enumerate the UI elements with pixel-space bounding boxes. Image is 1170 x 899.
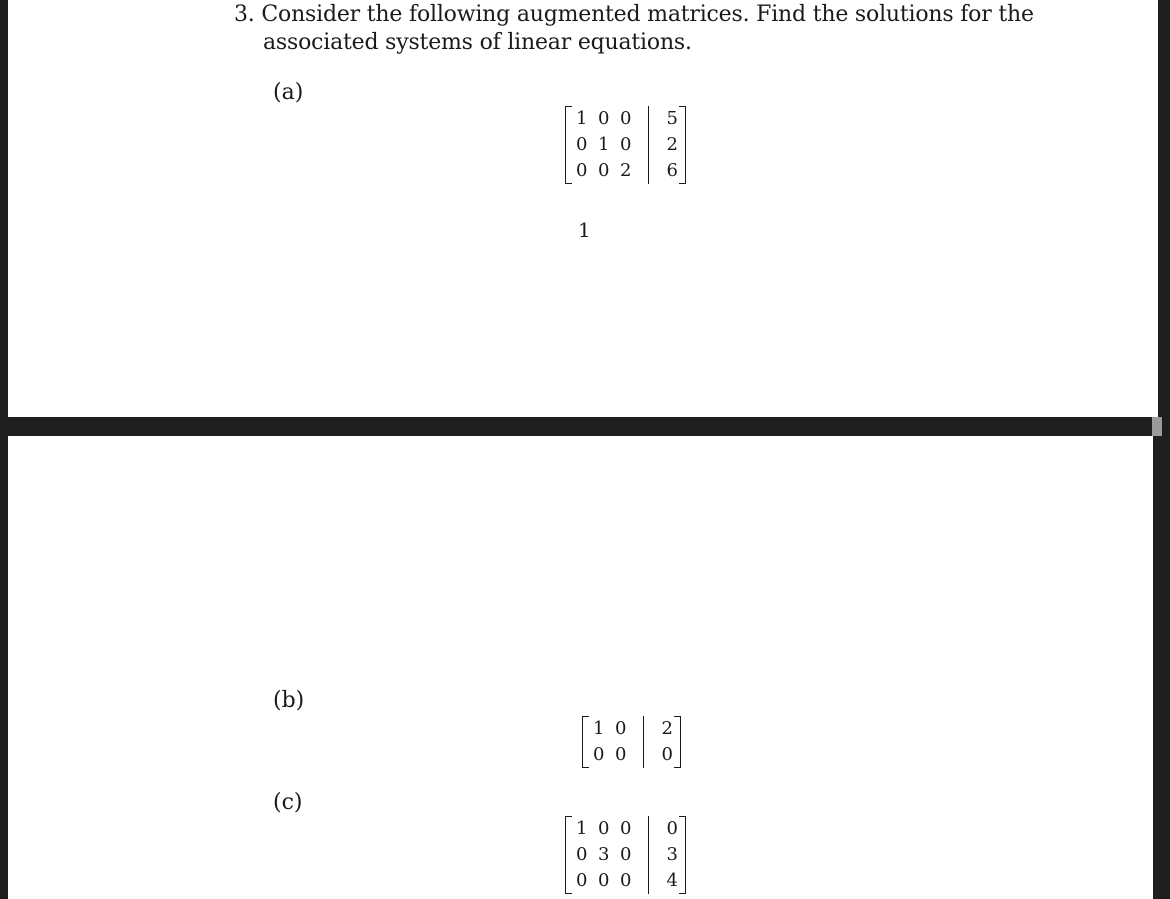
matrix-entry: 0 xyxy=(615,718,627,739)
matrix-entry: 0 xyxy=(598,108,610,129)
part-b-label: (b) xyxy=(273,688,305,713)
document-page-bottom xyxy=(8,436,1153,899)
matrix-entry: 0 xyxy=(576,870,588,891)
bracket-left xyxy=(565,106,572,184)
matrix-entry: 0 xyxy=(598,870,610,891)
matrix-entry: 1 xyxy=(593,718,605,739)
rhs-entry: 4 xyxy=(666,870,678,891)
matrix-entry: 1 xyxy=(576,108,588,129)
bracket-right xyxy=(674,716,681,768)
matrix-entry: 0 xyxy=(598,818,610,839)
matrix-entry: 1 xyxy=(576,818,588,839)
question-text-line-2: associated systems of linear equations. xyxy=(263,30,692,55)
matrix-entry: 1 xyxy=(598,134,610,155)
scrollbar-thumb[interactable] xyxy=(1152,417,1162,436)
rhs-entry: 0 xyxy=(666,818,678,839)
part-a-label: (a) xyxy=(273,80,304,105)
coefficient-block xyxy=(589,716,629,768)
coefficient-block xyxy=(572,106,634,184)
coefficient-block xyxy=(572,816,634,894)
bracket-left xyxy=(565,816,572,894)
rhs-entry: 2 xyxy=(666,134,678,155)
document-page-top xyxy=(8,0,1158,417)
question-number: 3. xyxy=(234,2,255,27)
matrix-entry: 0 xyxy=(620,134,632,155)
rhs-entry: 0 xyxy=(661,744,673,765)
bracket-right xyxy=(679,106,686,184)
augment-divider xyxy=(643,716,644,768)
rhs-entry: 6 xyxy=(666,160,678,181)
matrix-entry: 0 xyxy=(593,744,605,765)
matrix-entry: 0 xyxy=(620,870,632,891)
rhs-entry: 2 xyxy=(661,718,673,739)
rhs-column xyxy=(658,716,674,768)
augment-divider xyxy=(648,106,649,184)
matrix-entry: 0 xyxy=(620,108,632,129)
augment-divider xyxy=(648,816,649,894)
rhs-column xyxy=(663,106,679,184)
matrix-entry: 2 xyxy=(620,160,632,181)
question-text-line-1: Consider the following augmented matrices. Find the solutions for the xyxy=(261,2,1034,27)
matrix-entry: 0 xyxy=(598,160,610,181)
matrix-entry: 3 xyxy=(598,844,610,865)
bracket-left xyxy=(582,716,589,768)
matrix-entry: 0 xyxy=(615,744,627,765)
matrix-entry: 0 xyxy=(620,818,632,839)
matrix-a xyxy=(565,106,686,184)
matrix-c xyxy=(565,816,686,894)
matrix-b xyxy=(582,716,681,768)
matrix-entry: 0 xyxy=(576,844,588,865)
question-line-1 xyxy=(234,2,1034,27)
matrix-entry: 0 xyxy=(620,844,632,865)
matrix-entry: 0 xyxy=(576,160,588,181)
matrix-entry: 0 xyxy=(576,134,588,155)
bracket-right xyxy=(679,816,686,894)
part-a-answer: 1 xyxy=(578,218,591,242)
rhs-entry: 5 xyxy=(666,108,678,129)
part-c-label: (c) xyxy=(273,790,303,815)
rhs-column xyxy=(663,816,679,894)
rhs-entry: 3 xyxy=(666,844,678,865)
